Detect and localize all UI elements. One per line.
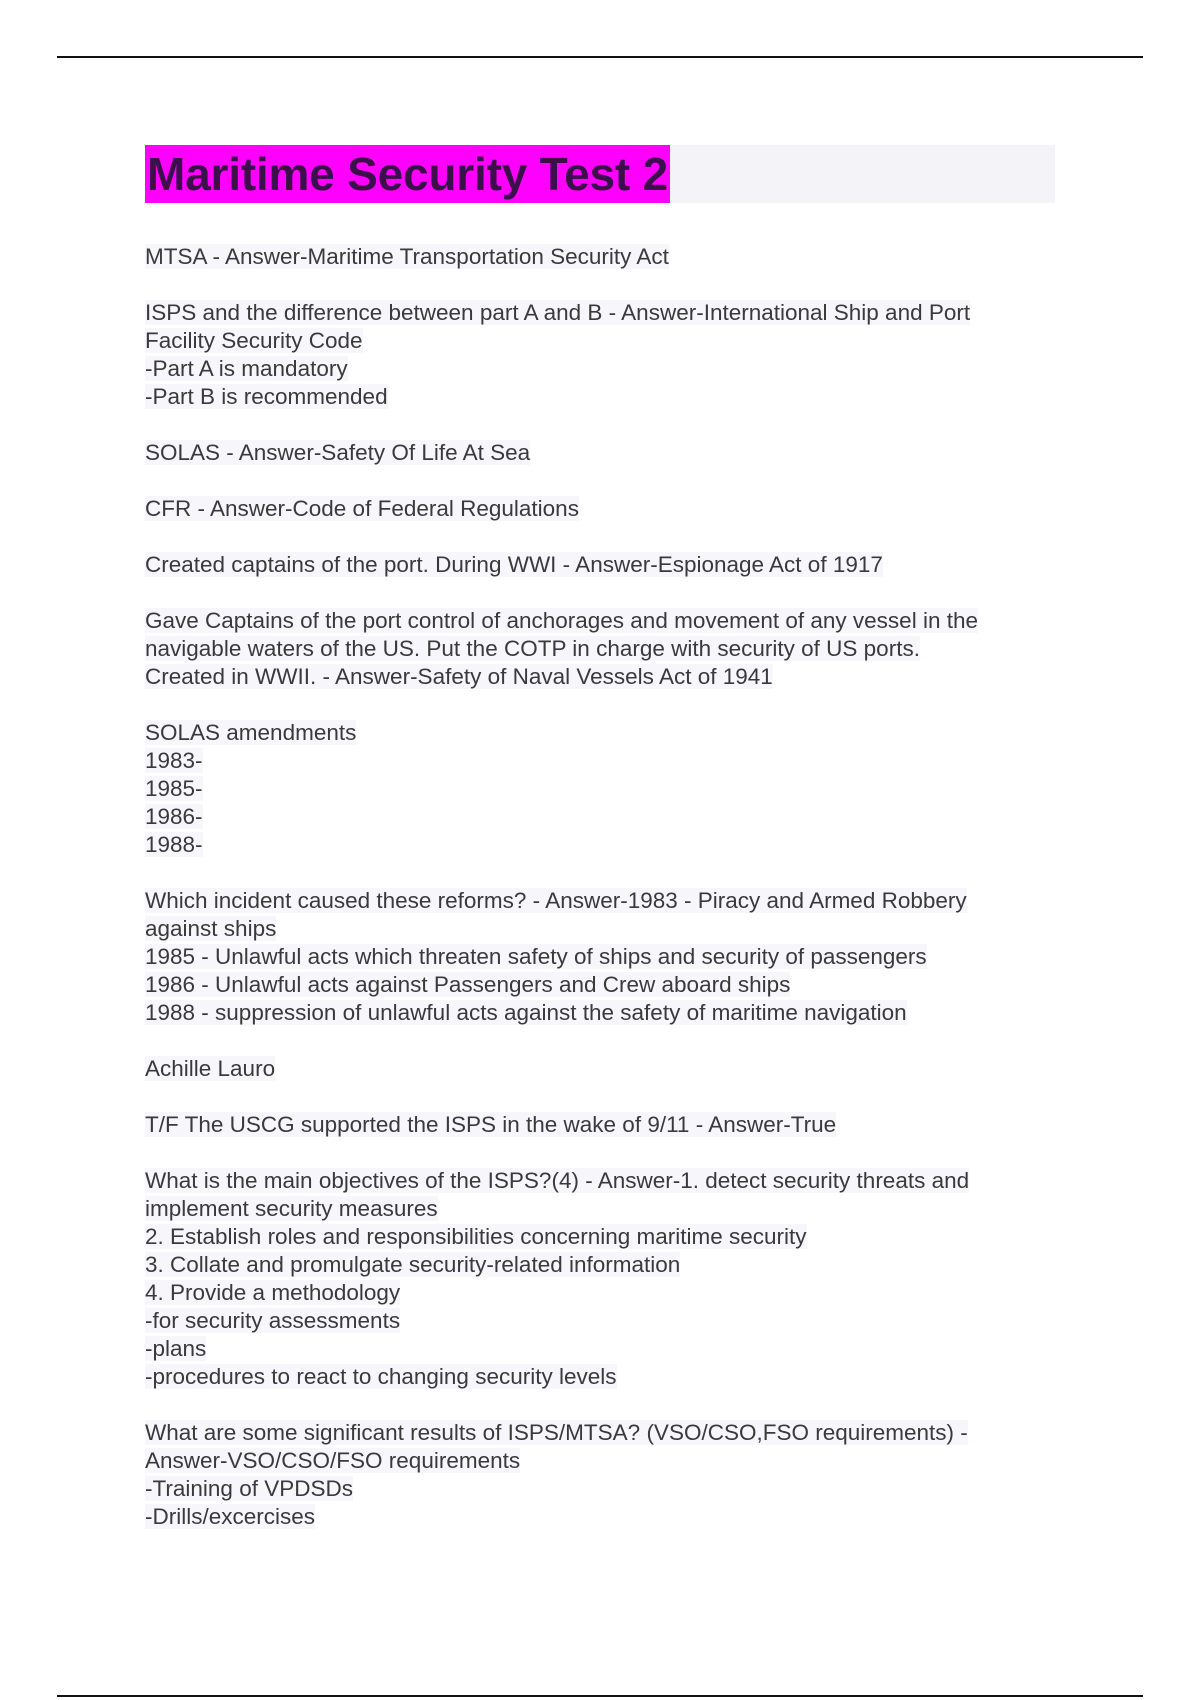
qa-line-text: What is the main objectives of the ISPS?(4) - Answer-1. detect security threats and	[145, 1168, 970, 1193]
qa-line-text: -procedures to react to changing security levels	[145, 1364, 617, 1389]
qa-line	[145, 1223, 1055, 1251]
qa-line-text: 1986-	[145, 804, 203, 829]
qa-line	[145, 243, 1055, 271]
top-rule	[57, 56, 1143, 58]
qa-line-text: 4. Provide a methodology	[145, 1280, 401, 1305]
qa-item	[145, 719, 1055, 859]
qa-line	[145, 355, 1055, 383]
qa-line-text: MTSA - Answer-Maritime Transportation Security Act	[145, 244, 669, 269]
qa-line-text: 1985-	[145, 776, 203, 801]
qa-line	[145, 1111, 1055, 1139]
qa-item	[145, 1055, 1055, 1083]
qa-item	[145, 243, 1055, 271]
qa-line	[145, 1251, 1055, 1279]
document-body	[145, 145, 1055, 1559]
qa-item	[145, 1419, 1055, 1531]
qa-line-text: -for security assessments	[145, 1308, 401, 1333]
qa-line-text: Created in WWII. - Answer-Safety of Naval Vessels Act of 1941	[145, 664, 773, 689]
qa-line	[145, 383, 1055, 411]
qa-line	[145, 887, 1055, 915]
qa-line-text: 1985 - Unlawful acts which threaten safety of ships and security of passengers	[145, 944, 927, 969]
qa-line-text: 1988-	[145, 832, 203, 857]
qa-item	[145, 551, 1055, 579]
qa-line-text: 1988 - suppression of unlawful acts against the safety of maritime navigation	[145, 1000, 907, 1025]
qa-line-text: -Training of VPDSDs	[145, 1476, 353, 1501]
qa-line	[145, 719, 1055, 747]
qa-line	[145, 803, 1055, 831]
qa-line-text: 1986 - Unlawful acts against Passengers and Crew aboard ships	[145, 972, 791, 997]
title-band	[145, 145, 1055, 203]
qa-line	[145, 495, 1055, 523]
qa-line	[145, 775, 1055, 803]
qa-line	[145, 1307, 1055, 1335]
qa-line	[145, 1419, 1055, 1447]
qa-line-text: Facility Security Code	[145, 328, 363, 353]
qa-line-text: SOLAS amendments	[145, 720, 357, 745]
qa-line-text: SOLAS - Answer-Safety Of Life At Sea	[145, 440, 531, 465]
qa-item	[145, 495, 1055, 523]
qa-line	[145, 915, 1055, 943]
qa-line	[145, 635, 1055, 663]
qa-line-text: against ships	[145, 916, 277, 941]
qa-item	[145, 1167, 1055, 1391]
qa-line-text: 3. Collate and promulgate security-related information	[145, 1252, 681, 1277]
qa-line-text: T/F The USCG supported the ISPS in the wake of 9/11 - Answer-True	[145, 1112, 837, 1137]
qa-line	[145, 551, 1055, 579]
qa-line	[145, 607, 1055, 635]
qa-item	[145, 887, 1055, 1027]
qa-line	[145, 663, 1055, 691]
qa-line-text: implement security measures	[145, 1196, 438, 1221]
qa-item	[145, 1111, 1055, 1139]
qa-line	[145, 1335, 1055, 1363]
document-title: Maritime Security Test 2	[145, 145, 670, 203]
qa-line	[145, 1363, 1055, 1391]
bottom-rule	[57, 1695, 1143, 1697]
qa-item	[145, 607, 1055, 691]
qa-line-text: navigable waters of the US. Put the COTP in charge with security of US ports.	[145, 636, 920, 661]
qa-line	[145, 1279, 1055, 1307]
qa-line-text: Answer-VSO/CSO/FSO requirements	[145, 1448, 521, 1473]
qa-line	[145, 1447, 1055, 1475]
qa-line	[145, 971, 1055, 999]
qa-line-text: What are some significant results of ISPS/MTSA? (VSO/CSO,FSO requirements) -	[145, 1420, 968, 1445]
qa-line-text: CFR - Answer-Code of Federal Regulations	[145, 496, 579, 521]
qa-line	[145, 1167, 1055, 1195]
qa-line	[145, 943, 1055, 971]
qa-line-text: -plans	[145, 1336, 207, 1361]
qa-line	[145, 831, 1055, 859]
qa-line	[145, 1055, 1055, 1083]
qa-line-text: Achille Lauro	[145, 1056, 276, 1081]
qa-line	[145, 299, 1055, 327]
qa-list	[145, 243, 1055, 1531]
qa-line-text: ISPS and the difference between part A and B - Answer-International Ship and Port	[145, 300, 971, 325]
qa-line-text: Gave Captains of the port control of anchorages and movement of any vessel in the	[145, 608, 978, 633]
qa-line	[145, 1503, 1055, 1531]
qa-line-text: -Part B is recommended	[145, 384, 388, 409]
qa-item	[145, 299, 1055, 411]
qa-line	[145, 747, 1055, 775]
qa-line	[145, 999, 1055, 1027]
qa-line-text: 2. Establish roles and responsibilities concerning maritime security	[145, 1224, 807, 1249]
qa-line	[145, 1195, 1055, 1223]
qa-line	[145, 1475, 1055, 1503]
qa-line-text: Which incident caused these reforms? - Answer-1983 - Piracy and Armed Robbery	[145, 888, 967, 913]
qa-line-text: Created captains of the port. During WWI - Answer-Espionage Act of 1917	[145, 552, 883, 577]
qa-line	[145, 327, 1055, 355]
qa-item	[145, 439, 1055, 467]
qa-line	[145, 439, 1055, 467]
qa-line-text: 1983-	[145, 748, 203, 773]
qa-line-text: -Part A is mandatory	[145, 356, 348, 381]
qa-line-text: -Drills/excercises	[145, 1504, 316, 1529]
